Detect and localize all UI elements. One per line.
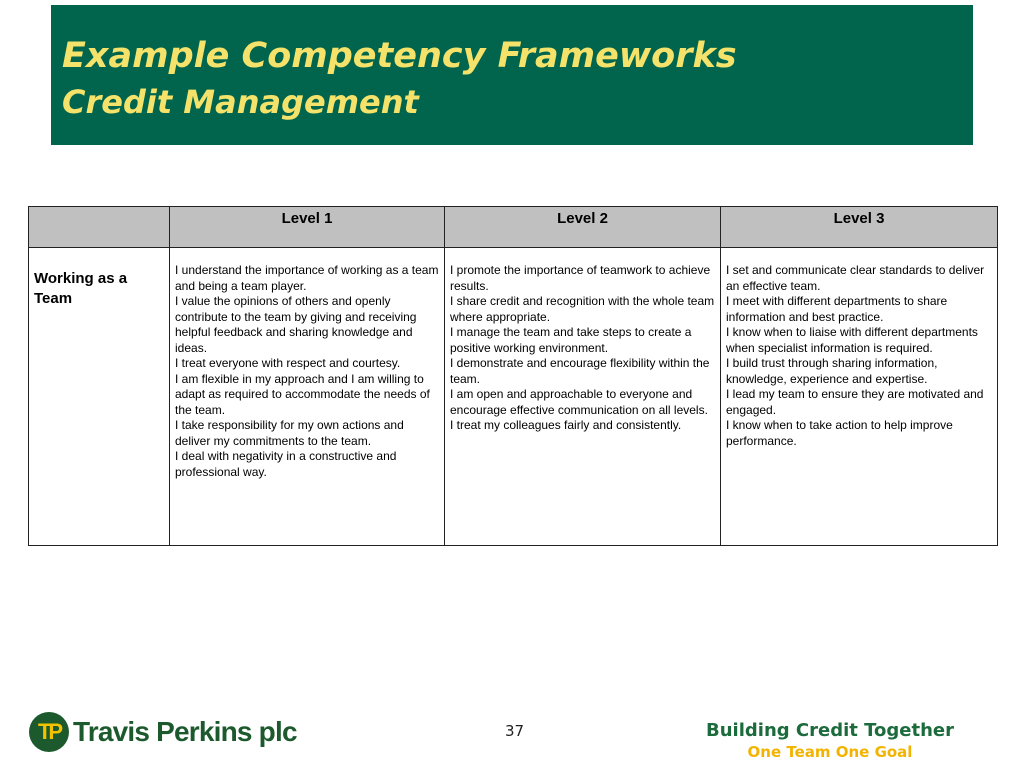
header-level-3: Level 3 (721, 207, 998, 248)
level-1-statement: I understand the importance of working as a team and being a team player. (175, 263, 439, 293)
tp-logo-icon: TP (29, 712, 69, 752)
level-1-statement: I treat everyone with respect and courtesy. (175, 356, 401, 370)
level-2-statement: I share credit and recognition with the whole team where appropriate. (450, 294, 715, 324)
page-number: 37 (505, 722, 525, 740)
level-3-statement: I know when to liaise with different departments when specialist information is required. (726, 325, 978, 355)
level-2-statement: I promote the importance of teamwork to achieve results. (450, 263, 711, 293)
level-1-statement: I take responsibility for my own actions and deliver my commitments to the team. (175, 418, 404, 448)
level-2-statement: I demonstrate and encourage flexibility within the team. (450, 356, 710, 386)
level-3-statement: I lead my team to ensure they are motivated and engaged. (726, 387, 984, 417)
level-1-statement: I value the opinions of others and openly contribute to the team by giving and receiving helpful feedback and sharing knowledge and ideas. (175, 294, 417, 355)
company-logo (29, 712, 319, 754)
header-level-1: Level 1 (170, 207, 445, 248)
slogan-line-1: Building Credit Together (706, 720, 954, 741)
level-2-statement: I am open and approachable to everyone and encourage effective communication on all levels. (450, 387, 708, 417)
level-3-cell (721, 248, 998, 546)
page-subtitle: Credit Management (62, 83, 419, 121)
level-3-statement: I build trust through sharing information, knowledge, experience and expertise. (726, 356, 938, 386)
level-2-statement: I treat my colleagues fairly and consistently. (450, 418, 682, 432)
title-banner (51, 5, 973, 145)
level-1-cell (170, 248, 445, 546)
table-row (29, 248, 998, 546)
level-3-statement: I meet with different departments to share information and best practice. (726, 294, 948, 324)
competency-table (28, 206, 998, 546)
level-2-statement: I manage the team and take steps to create a positive working environment. (450, 325, 692, 355)
company-name: Travis Perkins plc (73, 716, 297, 747)
header-cell-empty (29, 207, 170, 248)
slogan-line-2: One Team One Goal (747, 743, 913, 761)
table-header-row (29, 207, 998, 248)
level-1-statement: I am flexible in my approach and I am willing to adapt as required to accommodate the needs of the team. (175, 371, 430, 417)
header-level-2: Level 2 (445, 207, 721, 248)
level-1-statement: I deal with negativity in a constructive and professional way. (175, 449, 397, 479)
level-3-statement: I know when to take action to help improve performance. (726, 418, 953, 448)
page-title: Example Competency Frameworks (62, 36, 737, 76)
level-3-statement: I set and communicate clear standards to deliver an effective team. (726, 263, 985, 293)
row-label: Working as a Team (29, 248, 170, 546)
level-2-cell (445, 248, 721, 546)
